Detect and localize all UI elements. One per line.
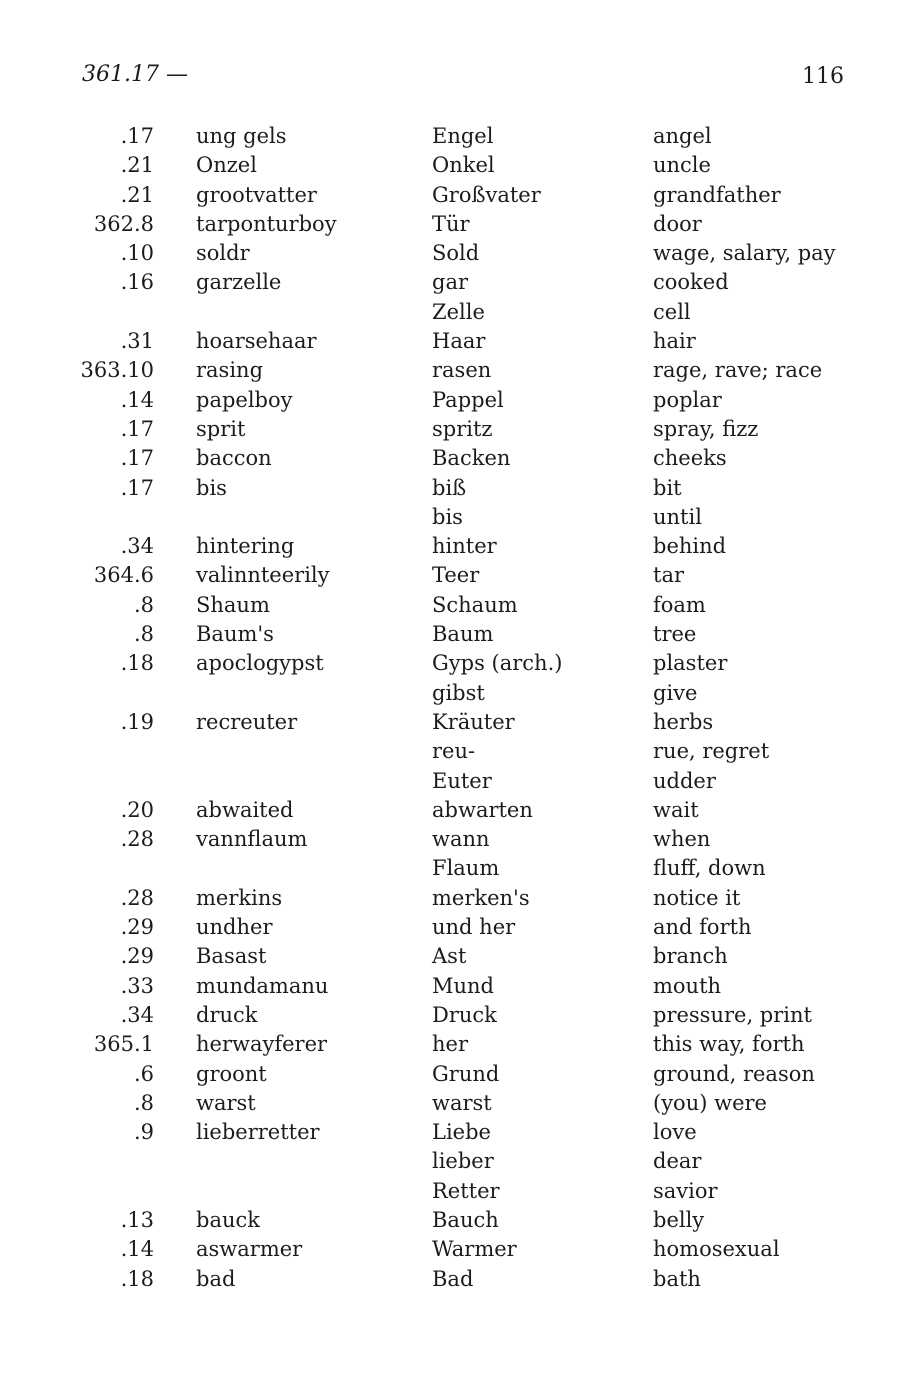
german-word: Mund [432, 973, 494, 998]
glossary-row [0, 1060, 906, 1089]
english-gloss: grandfather [653, 182, 781, 207]
wake-word: bis [196, 475, 227, 500]
german-word: hinter [432, 534, 497, 559]
wake-word: rasing [196, 358, 264, 383]
line-reference: .29 [120, 915, 154, 940]
wake-word: Onzel [196, 153, 257, 178]
line-reference: .19 [120, 709, 154, 734]
line-reference: .20 [120, 797, 154, 822]
german-word: Bauch [432, 1207, 499, 1232]
wake-word: garzelle [196, 270, 282, 295]
wake-word: grootvatter [196, 182, 317, 207]
line-reference: .14 [120, 1237, 154, 1262]
german-word: Haar [432, 329, 486, 354]
german-word: gibst [432, 680, 485, 705]
glossary-row [0, 796, 906, 825]
german-word: spritz [432, 416, 493, 441]
wake-word: sprit [196, 416, 246, 441]
wake-word: baccon [196, 446, 272, 471]
glossary-row [0, 1089, 906, 1118]
line-reference: .17 [120, 475, 154, 500]
german-word: Ast [432, 944, 467, 969]
glossary-row [0, 1118, 906, 1147]
wake-word: aswarmer [196, 1237, 303, 1262]
line-reference: .21 [120, 182, 154, 207]
wake-word: vannflaum [196, 827, 308, 852]
line-reference: .28 [120, 827, 154, 852]
german-word: gar [432, 270, 469, 295]
line-reference: .8 [133, 1090, 154, 1115]
line-reference: 362.8 [93, 211, 154, 236]
german-word: warst [432, 1090, 492, 1115]
glossary-table [0, 122, 906, 1294]
glossary-row [0, 737, 906, 766]
english-gloss: angel [653, 124, 712, 148]
glossary-row [0, 444, 906, 473]
glossary-row [0, 474, 906, 503]
english-gloss: behind [653, 534, 727, 559]
english-gloss: wage, salary, pay [653, 241, 836, 266]
english-gloss: rue, regret [653, 739, 770, 764]
wake-word: hoarsehaar [196, 329, 317, 354]
line-reference: .10 [120, 241, 154, 266]
german-word: Warmer [432, 1237, 517, 1262]
german-word: Gyps (arch.) [432, 651, 563, 676]
line-reference: .8 [133, 592, 154, 617]
english-gloss: bit [653, 475, 682, 500]
german-word: Grund [432, 1061, 500, 1086]
wake-word: druck [196, 1002, 258, 1027]
page-number: 116 [802, 64, 844, 89]
english-gloss: pressure, print [653, 1002, 812, 1027]
glossary-row [0, 884, 906, 913]
wake-word: hintering [196, 534, 295, 559]
glossary-row [0, 649, 906, 678]
glossary-row [0, 1235, 906, 1264]
english-gloss: (you) were [653, 1090, 767, 1115]
german-word: Engel [432, 124, 494, 148]
english-gloss: wait [653, 797, 699, 822]
line-reference: .21 [120, 153, 154, 178]
wake-word: groont [196, 1061, 267, 1086]
line-reference: .9 [133, 1120, 154, 1145]
glossary-row [0, 1147, 906, 1176]
german-word: Kräuter [432, 709, 515, 734]
line-reference: .17 [120, 446, 154, 471]
wake-word: recreuter [196, 709, 298, 734]
english-gloss: cheeks [653, 446, 727, 471]
glossary-row [0, 942, 906, 971]
wake-word: soldr [196, 241, 250, 266]
line-reference: .34 [120, 1002, 154, 1027]
wake-word: bauck [196, 1207, 260, 1232]
english-gloss: when [653, 827, 711, 852]
line-reference: 364.6 [93, 563, 154, 588]
german-word: abwarten [432, 797, 533, 822]
german-word: Liebe [432, 1120, 491, 1145]
glossary-row [0, 561, 906, 590]
wake-word: abwaited [196, 797, 294, 822]
german-word: und her [432, 915, 516, 940]
glossary-row [0, 268, 906, 297]
line-reference: .16 [120, 270, 154, 295]
english-gloss: foam [653, 592, 706, 617]
wake-word: ung gels [196, 124, 287, 148]
german-word: biß [432, 475, 467, 500]
german-word: rasen [432, 358, 492, 383]
line-reference: .33 [120, 973, 154, 998]
german-word: Baum [432, 622, 494, 647]
german-word: Druck [432, 1002, 497, 1027]
german-word: reu- [432, 739, 476, 764]
glossary-row [0, 854, 906, 883]
english-gloss: dear [653, 1149, 702, 1174]
glossary-row [0, 620, 906, 649]
line-reference: 365.1 [93, 1032, 154, 1057]
glossary-row [0, 708, 906, 737]
german-word: Zelle [432, 299, 485, 324]
wake-word: herwayferer [196, 1032, 328, 1057]
glossary-row [0, 239, 906, 268]
german-word: her [432, 1032, 468, 1057]
running-header-reference: 361.17 — [82, 62, 188, 87]
english-gloss: mouth [653, 973, 722, 998]
glossary-row [0, 210, 906, 239]
glossary-row [0, 151, 906, 180]
english-gloss: udder [653, 768, 716, 793]
glossary-row [0, 122, 906, 151]
line-reference: .18 [120, 1266, 154, 1291]
wake-word: merkins [196, 885, 283, 910]
english-gloss: herbs [653, 709, 714, 734]
english-gloss: tar [653, 563, 684, 588]
german-word: Teer [432, 563, 480, 588]
glossary-row [0, 825, 906, 854]
german-word: Backen [432, 446, 511, 471]
line-reference: .6 [133, 1061, 154, 1086]
german-word: lieber [432, 1149, 494, 1174]
english-gloss: rage, rave; race [653, 358, 823, 383]
glossary-row [0, 415, 906, 444]
glossary-row [0, 386, 906, 415]
glossary-row [0, 503, 906, 532]
german-word: Bad [432, 1266, 474, 1291]
english-gloss: love [653, 1120, 697, 1145]
english-gloss: cell [653, 299, 691, 324]
glossary-row [0, 972, 906, 1001]
line-reference: .31 [120, 329, 154, 354]
german-word: Flaum [432, 856, 500, 881]
english-gloss: this way, forth [653, 1032, 805, 1057]
glossary-row [0, 1265, 906, 1294]
wake-word: valinnteerily [196, 563, 330, 588]
german-word: Sold [432, 241, 480, 266]
german-word: Schaum [432, 592, 518, 617]
english-gloss: notice it [653, 885, 741, 910]
german-word: Retter [432, 1178, 500, 1203]
english-gloss: homosexual [653, 1237, 780, 1262]
glossary-row [0, 1001, 906, 1030]
english-gloss: bath [653, 1266, 701, 1291]
line-reference: .14 [120, 387, 154, 412]
english-gloss: plaster [653, 651, 728, 676]
english-gloss: poplar [653, 387, 722, 412]
german-word: Tür [432, 211, 470, 236]
line-reference: .13 [120, 1207, 154, 1232]
line-reference: .34 [120, 534, 154, 559]
english-gloss: uncle [653, 153, 711, 178]
glossary-row [0, 298, 906, 327]
english-gloss: hair [653, 329, 696, 354]
line-reference: .17 [120, 124, 154, 148]
glossary-row [0, 767, 906, 796]
line-reference: .18 [120, 651, 154, 676]
line-reference: 363.10 [80, 358, 154, 383]
line-reference: .29 [120, 944, 154, 969]
english-gloss: until [653, 504, 702, 529]
glossary-row [0, 591, 906, 620]
wake-word: Baum's [196, 622, 274, 647]
german-word: bis [432, 504, 463, 529]
glossary-row [0, 356, 906, 385]
line-reference: .17 [120, 416, 154, 441]
wake-word: undher [196, 915, 273, 940]
english-gloss: give [653, 680, 698, 705]
wake-word: apoclogypst [196, 651, 324, 676]
line-reference: .28 [120, 885, 154, 910]
german-word: Pappel [432, 387, 504, 412]
wake-word: papelboy [196, 387, 293, 412]
german-word: Euter [432, 768, 492, 793]
glossary-row [0, 1177, 906, 1206]
german-word: Großvater [432, 182, 541, 207]
english-gloss: fluff, down [653, 856, 766, 881]
wake-word: lieberretter [196, 1120, 320, 1145]
glossary-row [0, 1206, 906, 1235]
glossary-row [0, 1030, 906, 1059]
english-gloss: savior [653, 1178, 718, 1203]
english-gloss: ground, reason [653, 1061, 815, 1086]
line-reference: .8 [133, 622, 154, 647]
english-gloss: and forth [653, 915, 752, 940]
glossary-row [0, 532, 906, 561]
english-gloss: spray, fizz [653, 416, 759, 441]
wake-word: tarponturboy [196, 211, 337, 236]
wake-word: bad [196, 1266, 236, 1291]
english-gloss: door [653, 211, 702, 236]
wake-word: mundamanu [196, 973, 329, 998]
wake-word: warst [196, 1090, 256, 1115]
glossary-row [0, 327, 906, 356]
wake-word: Basast [196, 944, 267, 969]
german-word: merken's [432, 885, 530, 910]
english-gloss: branch [653, 944, 728, 969]
german-word: Onkel [432, 153, 495, 178]
english-gloss: belly [653, 1207, 705, 1232]
glossary-row [0, 181, 906, 210]
glossary-row [0, 679, 906, 708]
german-word: wann [432, 827, 490, 852]
english-gloss: cooked [653, 270, 729, 295]
glossary-row [0, 913, 906, 942]
english-gloss: tree [653, 622, 697, 647]
page-header [82, 62, 844, 98]
wake-word: Shaum [196, 592, 270, 617]
